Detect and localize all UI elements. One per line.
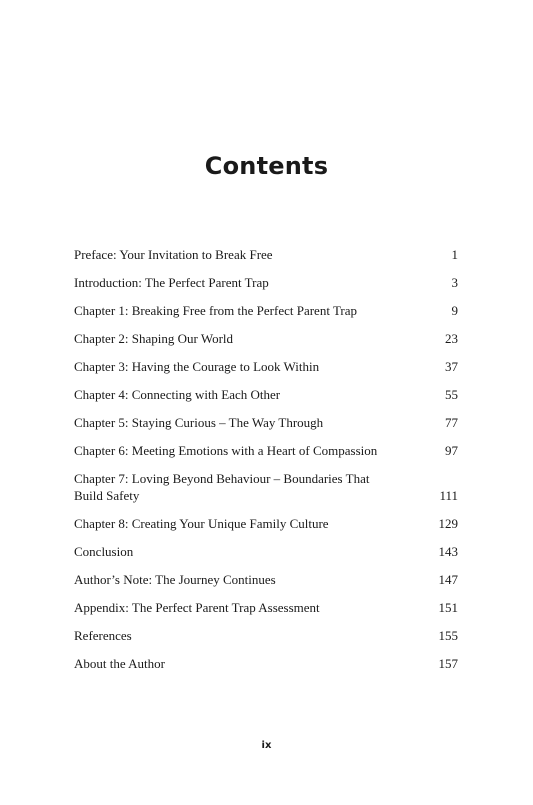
toc-entry-page: 147 (438, 572, 458, 587)
toc-entry-label: Chapter 5: Staying Curious – The Way Through (74, 415, 324, 430)
page-number: ix (261, 740, 272, 751)
toc-entry-label: Chapter 8: Creating Your Unique Family Culture (74, 516, 329, 531)
toc-entry-chapter-4 (74, 386, 458, 403)
toc-entry-page: 37 (445, 359, 458, 374)
toc-entry-appendix (74, 599, 458, 616)
toc-entry-label: References (74, 628, 132, 643)
toc-entry-page: 157 (438, 656, 458, 671)
toc-entry-label: Appendix: The Perfect Parent Trap Assessment (74, 600, 320, 615)
toc-entry-page: 1 (451, 247, 458, 262)
toc-entry-label: Chapter 1: Breaking Free from the Perfect Parent Trap (74, 303, 358, 318)
toc-entry-label: Author’s Note: The Journey Continues (74, 572, 276, 587)
toc-entry-chapter-5 (74, 414, 458, 431)
toc-entry-page: 77 (445, 415, 458, 430)
toc-entry-references (74, 627, 458, 644)
toc-entry-page: 97 (445, 443, 458, 458)
toc-entry-page: 111 (439, 488, 458, 503)
toc-entry-about-author (74, 655, 458, 672)
toc-entry-label: Chapter 7: Loving Beyond Behaviour – Boundaries That Build Safety (74, 471, 370, 503)
table-of-contents (74, 246, 458, 672)
toc-entry-page: 9 (451, 303, 458, 318)
toc-entry-page: 155 (438, 628, 458, 643)
toc-entry-chapter-1 (74, 302, 458, 319)
toc-entry-label: Preface: Your Invitation to Break Free (74, 247, 273, 262)
toc-entry-chapter-3 (74, 358, 458, 375)
toc-entry-label: Introduction: The Perfect Parent Trap (74, 275, 269, 290)
toc-entry-authors-note (74, 571, 458, 588)
toc-entry-page: 23 (445, 331, 458, 346)
toc-entry-conclusion (74, 543, 458, 560)
toc-entry-label: Chapter 6: Meeting Emotions with a Heart of Compassion (74, 443, 378, 458)
toc-entry-page: 3 (451, 275, 458, 290)
toc-entry-introduction (74, 274, 458, 291)
toc-entry-label: Chapter 2: Shaping Our World (74, 331, 234, 346)
toc-entry-page: 55 (445, 387, 458, 402)
contents-heading: Contents (204, 152, 329, 180)
toc-entry-page: 129 (438, 516, 458, 531)
toc-entry-chapter-2 (74, 330, 458, 347)
toc-entry-page: 143 (438, 544, 458, 559)
toc-entry-page: 151 (438, 600, 458, 615)
toc-entry-preface (74, 246, 458, 263)
toc-entry-chapter-7 (74, 470, 458, 504)
toc-entry-label: Conclusion (74, 544, 134, 559)
toc-entry-label: Chapter 4: Connecting with Each Other (74, 387, 281, 402)
toc-entry-chapter-6 (74, 442, 458, 459)
toc-entry-label: Chapter 3: Having the Courage to Look Within (74, 359, 320, 374)
toc-entry-label: About the Author (74, 656, 165, 671)
toc-entry-chapter-8 (74, 515, 458, 532)
